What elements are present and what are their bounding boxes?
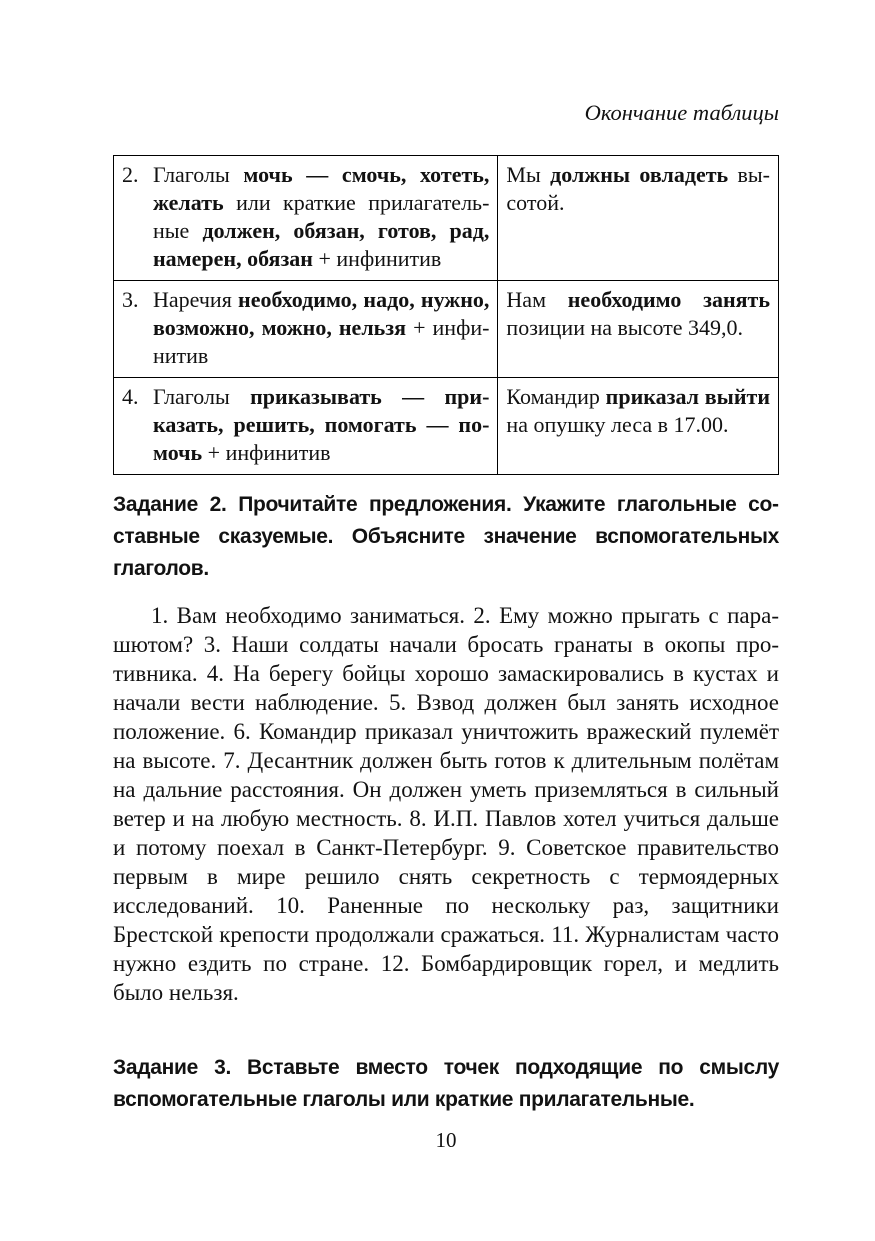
text-run: позиции на высоте 349,0. xyxy=(506,315,744,340)
rule-text xyxy=(153,286,489,370)
rule-text xyxy=(153,161,489,273)
bold-term: приказал выйти xyxy=(605,384,770,409)
task2-sentences: 1. Вам необходимо заниматься. 2. Ему можно прыгать с парашютом? 3. Наши солдаты начали бросать гранаты в окопы противника. 4. На берегу бойцы хорошо замаскировались в кустах и начали вести наблюдение. 5. Взвод должен был занять исходное положение. 6. Командир приказал уничтожить вражеский пулемёт на высоте. 7. Десантник должен быть готов к длительным полётам на дальние расстояния. Он должен уметь приземляться в сильный ветер и на любую местность. 8. И.П. Павлов хотел учиться дальше и потому поехал в Санкт-Петербург. 9. Советское правительство первым в мире решило снять секретность с термоядерных исследований. 10. Раненные по нескольку раз, защитники Брестской крепости продолжали сражаться. 11. Журналистам часто нужно ездить по стране. 12. Бомбардировщик горел, и медлить было нельзя. xyxy=(113,603,779,1005)
table-body xyxy=(114,156,779,475)
rule-cell xyxy=(114,281,498,378)
bold-term: необходимо, надо, нужно, возможно, можно, нельзя xyxy=(153,287,490,340)
rule-text xyxy=(153,383,489,467)
table-row xyxy=(114,378,779,475)
task3-heading: Задание 3. Вставьте вместо точек подходящие по смыслу вспомогательные глаголы или краткие прилагательные. xyxy=(113,1056,779,1111)
text-run: Наречия xyxy=(153,287,239,312)
rule-cell-inner xyxy=(122,383,489,467)
text-run: Командир xyxy=(506,384,606,409)
bold-term: приказывать — приказать, решить, помогать — помочь xyxy=(153,384,490,465)
text-run: Глаголы xyxy=(153,162,244,187)
page-content xyxy=(113,0,779,1241)
text-run: Мы xyxy=(506,162,551,187)
rule-cell xyxy=(114,378,498,475)
bold-term: должны овладеть xyxy=(550,162,729,187)
rule-cell-inner xyxy=(122,161,489,273)
table-continuation-note: Окончание таблицы xyxy=(584,100,779,125)
rule-cell-inner xyxy=(122,286,489,370)
page-number: 10 xyxy=(435,1128,457,1152)
task2-heading: Задание 2. Прочитайте предложения. Укажите глагольные составные сказуемые. Объясните значение вспомогательных глаголов. xyxy=(113,493,779,580)
bold-term: необходимо занять xyxy=(567,287,770,312)
text-run: Нам xyxy=(506,287,568,312)
example-cell xyxy=(498,378,779,475)
compound-predicate-table xyxy=(113,155,779,475)
text-run: + инфинитив xyxy=(153,315,490,368)
text-run: Глаголы xyxy=(153,384,251,409)
row-number: 2. xyxy=(122,162,139,187)
table-row xyxy=(114,281,779,378)
example-text xyxy=(506,383,770,439)
table-row xyxy=(114,156,779,281)
example-cell xyxy=(498,156,779,281)
text-run: + инфинитив xyxy=(202,440,331,465)
row-number: 4. xyxy=(122,384,139,409)
rule-cell xyxy=(114,156,498,281)
text-run: высотой. xyxy=(506,162,770,215)
text-run: или краткие прилагательные xyxy=(153,190,490,243)
example-cell xyxy=(498,281,779,378)
example-text xyxy=(506,161,770,217)
text-run: + инфинитив xyxy=(312,246,442,271)
example-text xyxy=(506,286,770,342)
text-run: на опушку леса в 17.00. xyxy=(506,412,729,437)
bold-term: мочь — смочь, хотеть, желать xyxy=(153,162,490,215)
bold-term: должен, обязан, готов, рад, намерен, обязан xyxy=(153,218,490,271)
row-number: 3. xyxy=(122,287,139,312)
